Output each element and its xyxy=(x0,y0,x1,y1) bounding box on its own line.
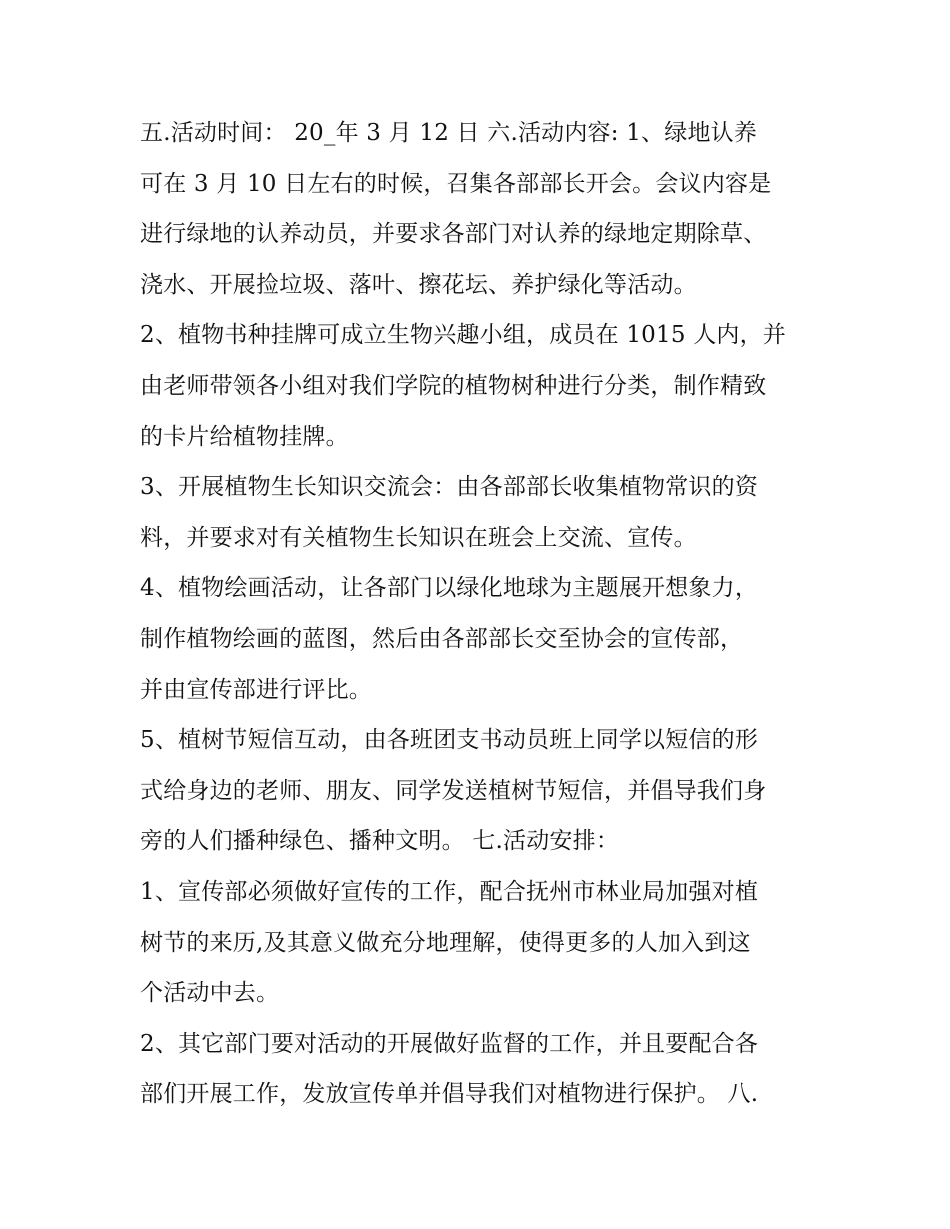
text-line: 3、开展植物生长知识交流会：由各部部长收集植物常识的资 xyxy=(140,474,759,501)
text-line: 4、植物绘画活动，让各部门以绿化地球为主题展开想象力， xyxy=(140,575,759,602)
text-line: 个活动中去。 xyxy=(140,980,280,1007)
text-line: 2、植物书种挂牌可成立生物兴趣小组，成员在 1015 人内，并 xyxy=(140,322,786,349)
text-line: 可在 3 月 10 日左右的时候，召集各部部长开会。会议内容是 xyxy=(140,170,772,197)
text-line: 部们开展工作，发放宣传单并倡导我们对植物进行保护。 八. xyxy=(140,1081,759,1108)
text-line: 树节的来历,及其意义做充分地理解，使得更多的人加入到这 xyxy=(140,929,751,956)
text-line: 进行绿地的认养动员，并要求各部门对认养的绿地定期除草、 xyxy=(140,221,767,248)
text-line: 1、宣传部必须做好宣传的工作，配合抚州市林业局加强对植 xyxy=(140,878,759,905)
text-line: 旁的人们播种绿色、播种文明。 七.活动安排： xyxy=(140,828,620,855)
text-line: 制作植物绘画的蓝图，然后由各部部长交至协会的宣传部， xyxy=(140,625,744,652)
text-line: 的卡片给植物挂牌。 xyxy=(140,423,349,450)
text-line: 并由宣传部进行评比。 xyxy=(140,676,372,703)
text-line: 式给身边的老师、朋友、同学发送植树节短信，并倡导我们身 xyxy=(140,777,767,804)
text-line: 料，并要求对有关植物生长知识在班会上交流、宣传。 xyxy=(140,524,697,551)
text-line: 浇水、开展捡垃圾、落叶、擦花坛、养护绿化等活动。 xyxy=(140,271,697,298)
text-line: 五.活动时间： 20_年 3 月 12 日 六.活动内容: 1、绿地认养 xyxy=(140,120,758,146)
document-body xyxy=(140,108,840,1120)
text-line: 2、其它部门要对活动的开展做好监督的工作，并且要配合各 xyxy=(140,1030,759,1057)
text-line: 由老师带领各小组对我们学院的植物树种进行分类，制作精致 xyxy=(140,372,767,399)
text-line: 5、植树节短信互动，由各班团支书动员班上同学以短信的形 xyxy=(140,727,759,754)
